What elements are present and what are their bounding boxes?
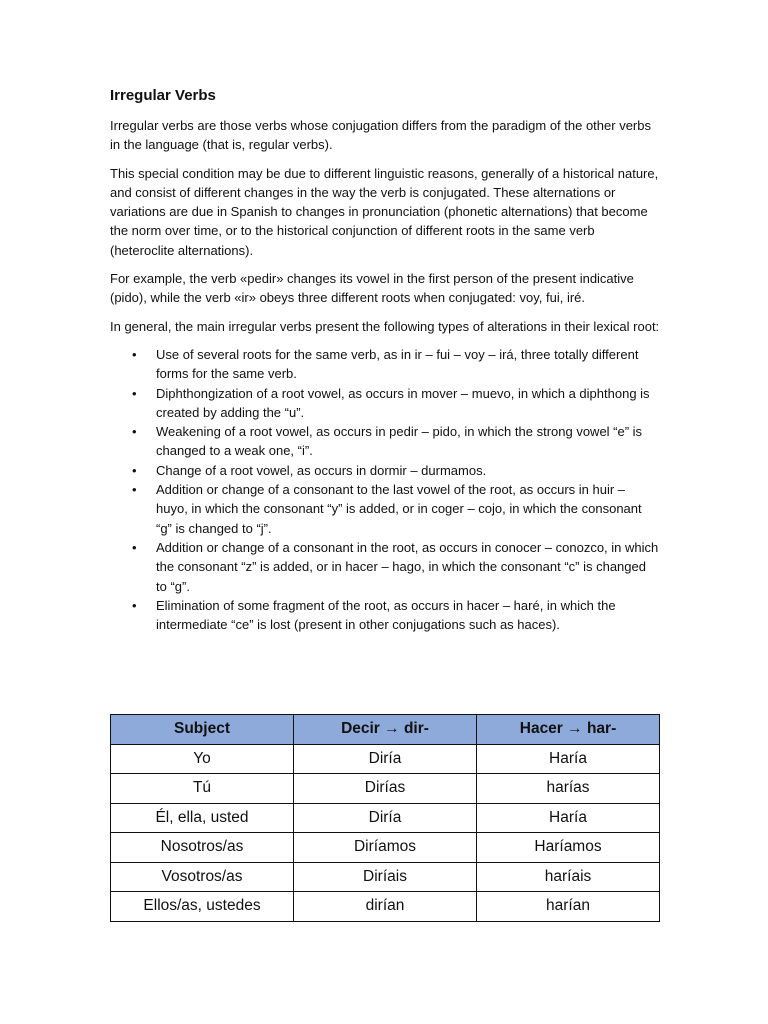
list-item-text: Weakening of a root vowel, as occurs in pedir – pido, in which the strong vowel “e” is changed to a weak one, “i”. <box>156 424 643 459</box>
page-title: Irregular Verbs <box>110 87 216 104</box>
paragraph-example: For example, the verb «pedir» changes its vowel in the first person of the present indicative (pido), while the verb «ir» obeys three different roots when conjugated: voy, fui, iré. <box>110 271 634 306</box>
bullet-icon: • <box>132 385 137 401</box>
bullet-icon: • <box>132 424 137 440</box>
bullet-icon: • <box>132 462 137 478</box>
table-cell: Vosotros/as <box>111 862 294 892</box>
table-row <box>111 803 660 833</box>
list-item <box>110 384 660 423</box>
paragraph-intro: Irregular verbs are those verbs whose conjugation differs from the paradigm of the other verbs in the language (that is, regular verbs). <box>110 118 651 153</box>
table-cell: Diríamos <box>294 833 477 863</box>
list-item-text: Addition or change of a consonant to the last vowel of the root, as occurs in huir – huyo, in which the consonant “y” is added, or in coger – cojo, in which the consonant “g” is changed to “j”. <box>156 482 642 536</box>
conjugation-table <box>110 714 660 922</box>
paragraph-alterations-intro: In general, the main irregular verbs present the following types of alterations in their lexical root: <box>110 318 660 334</box>
table-cell: Ellos/as, ustedes <box>111 892 294 922</box>
table-cell: Nosotros/as <box>111 833 294 863</box>
table-cell: Él, ella, usted <box>111 803 294 833</box>
table-cell: Diríais <box>294 862 477 892</box>
table-cell: harías <box>477 774 660 804</box>
table-row <box>111 833 660 863</box>
table-cell: Tú <box>111 774 294 804</box>
list-item <box>110 345 660 384</box>
table-row <box>111 862 660 892</box>
table-row <box>111 892 660 922</box>
bullet-icon: • <box>132 539 137 555</box>
bullet-icon: • <box>132 346 137 362</box>
alterations-list <box>110 345 660 634</box>
table-cell: dirían <box>294 892 477 922</box>
list-item-text: Change of a root vowel, as occurs in dormir – durmamos. <box>156 462 487 478</box>
table-cell: Haríamos <box>477 833 660 863</box>
list-item <box>110 596 660 635</box>
paragraph-linguistic-reasons: This special condition may be due to different linguistic reasons, generally of a historical nature, and consist of different changes in the way the verb is conjugated. These alternations or variations are due in Spanish to changes in pronunciation (phonetic alternations) that become the norm over time, or to the historical conjunction of different roots in the same verb (heteroclite alternations). <box>110 165 659 258</box>
column-header-hacer: Hacer → har- <box>477 715 660 745</box>
list-item-text: Addition or change of a consonant in the root, as occurs in conocer – conozco, in which the consonant “z” is added, or in hacer – hago, in which the consonant “c” is changed to “g”. <box>156 539 659 594</box>
table-row <box>111 744 660 774</box>
table-cell: Diría <box>294 744 477 774</box>
table-cell: Dirías <box>294 774 477 804</box>
column-header-subject: Subject <box>111 715 294 745</box>
bullet-icon: • <box>132 597 137 613</box>
list-item-text: Diphthongization of a root vowel, as occurs in mover – muevo, in which a diphthong is created by adding the “u”. <box>156 385 650 420</box>
table-cell: Haría <box>477 803 660 833</box>
list-item <box>110 538 660 596</box>
list-item <box>110 461 660 480</box>
list-item <box>110 480 660 538</box>
table-cell: Yo <box>111 744 294 774</box>
table-cell: Haría <box>477 744 660 774</box>
table-cell: haríais <box>477 862 660 892</box>
table-header-row <box>111 715 660 745</box>
table-row <box>111 774 660 804</box>
list-item-text: Elimination of some fragment of the root, as occurs in hacer – haré, in which the intermediate “ce” is lost (present in other conjugations such as haces). <box>156 597 616 633</box>
bullet-icon: • <box>132 482 137 498</box>
list-item-text: Use of several roots for the same verb, as in ir – fui – voy – irá, three totally different forms for the same verb. <box>156 346 639 382</box>
document-body <box>110 86 660 634</box>
list-item <box>110 422 660 461</box>
table-cell: harían <box>477 892 660 922</box>
table-cell: Diría <box>294 803 477 833</box>
column-header-decir: Decir → dir- <box>294 715 477 745</box>
